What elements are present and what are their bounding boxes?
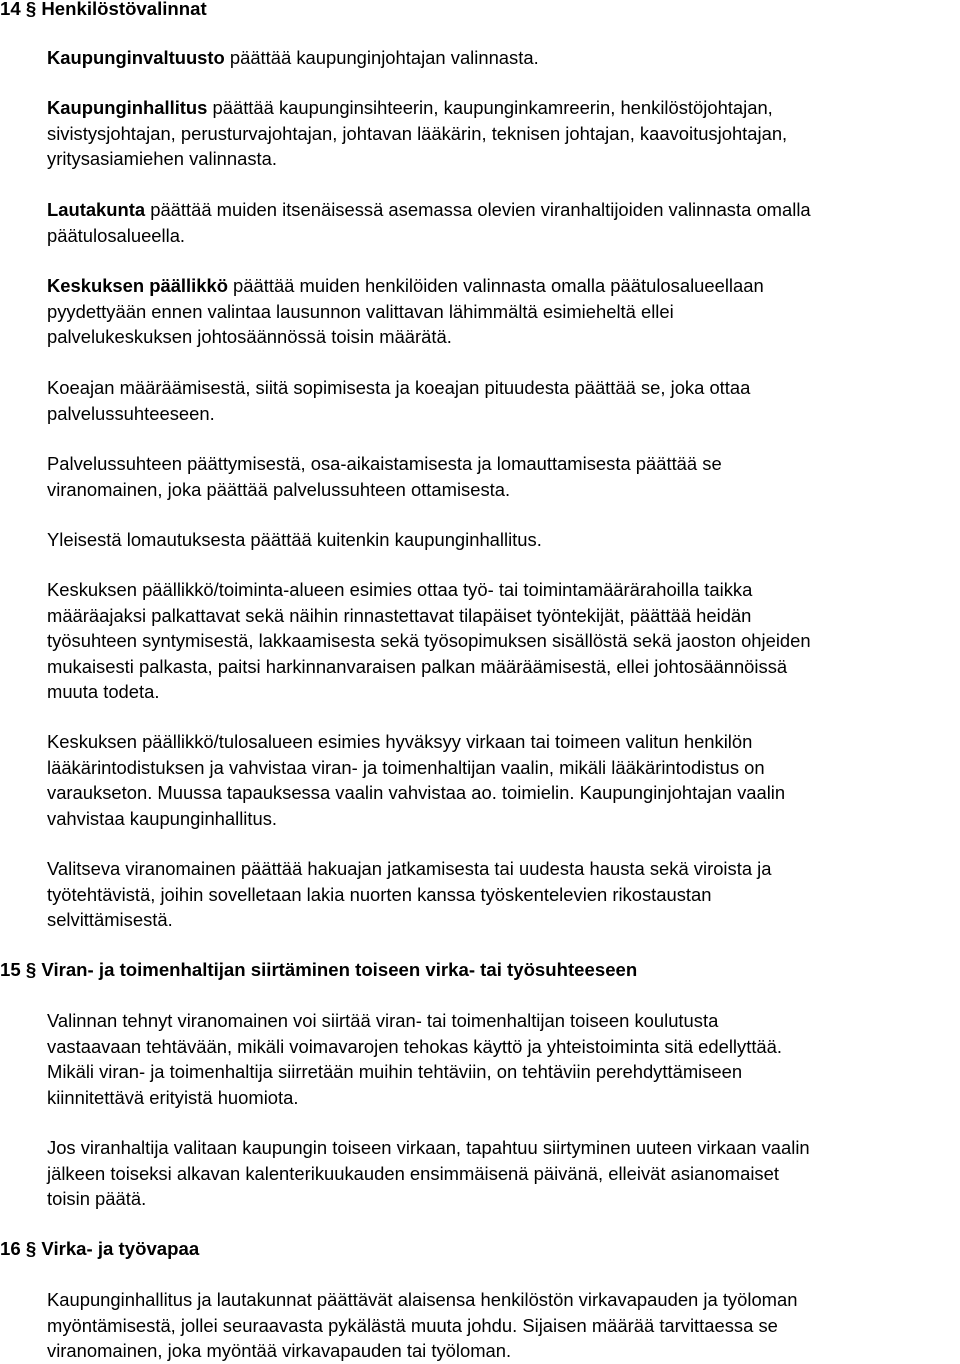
text-line: Keskuksen päällikkö päättää muiden henkilöiden valinnasta omalla päätulosalueellaan <box>47 275 764 296</box>
text-line: kiinnitettävä erityistä huomiota. <box>47 1086 299 1108</box>
section-number: 15 <box>0 959 21 980</box>
section-symbol: § <box>25 959 37 980</box>
text-line: Lautakunta päättää muiden itsenäisessä asemassa olevien viranhaltijoiden valinnasta omalla <box>47 199 811 220</box>
section-15-heading <box>0 958 637 982</box>
section-number: 14 <box>0 0 21 19</box>
text-line: vahvistaa kaupunginhallitus. <box>47 807 278 829</box>
text-line: Kaupunginhallitus ja lautakunnat päättävät alaisensa henkilöstön virkavapauden ja työloman <box>47 1289 798 1310</box>
text-line: Mikäli viran- ja toimenhaltija siirretään muihin tehtäviin, on tehtäviin perehdyttämiseen <box>47 1061 743 1083</box>
text-line: pyydettyään ennen valintaa lausunnon valittavan lähimmältä esimieheltä ellei <box>47 300 674 322</box>
text-line: työsuhteen syntymisestä, lakkaamisesta sekä työsopimuksen sisällöstä sekä jaoston ohjeiden <box>47 630 811 652</box>
text-line: varaukseton. Muussa tapauksessa vaalin vahvistaa ao. toimielin. Kaupunginjohtajan vaalin <box>47 782 786 804</box>
text-line: myöntämisestä, jollei seuraavasta pykälästä muuta johdu. Sijaisen määrää tarvittaessa se <box>47 1314 778 1336</box>
text-line: viranomainen, joka myöntää virkavapauden tai työloman. <box>47 1340 512 1362</box>
text-line: Kaupunginhallitus päättää kaupunginsihteerin, kaupunginkamreerin, henkilöstöjohtajan, <box>47 97 773 118</box>
paragraph <box>47 197 960 248</box>
text-line: mukaisesti palkasta, paitsi harkinnanvaraisen palkan määräämisestä, ellei johtosäännöissä <box>47 655 788 677</box>
text-line: Valinnan tehnyt viranomainen voi siirtää viran- tai toimenhaltijan toiseen koulutusta <box>47 1010 719 1031</box>
section-14-heading <box>0 0 207 21</box>
text-line: päätulosalueella. <box>47 224 186 246</box>
text-line: palvelukeskuksen johtosäännössä toisin määrätä. <box>47 326 452 348</box>
paragraph <box>47 577 960 705</box>
text-line: vastaavaan tehtävään, mikäli voimavarojen tehokas käyttö ja yhteistoiminta sitä edellyttää. <box>47 1035 782 1057</box>
text-line: selvittämisestä. <box>47 909 173 931</box>
text-line: Jos viranhaltija valitaan kaupungin toiseen virkaan, tapahtuu siirtyminen uuteen virkaan vaalin <box>47 1137 810 1158</box>
section-title: Virka- ja työvapaa <box>41 1238 200 1259</box>
paragraph <box>47 1135 960 1212</box>
text-line: määräajaksi palkattavat sekä näihin rinnastettavat tilapäiset työntekijät, päättää heidän <box>47 604 752 626</box>
section-title: Viran- ja toimenhaltijan siirtäminen toiseen virka- tai työsuhteeseen <box>41 959 638 980</box>
paragraph <box>47 527 960 553</box>
text-line: Keskuksen päällikkö/tulosalueen esimies hyväksyy virkaan tai toimeen valitun henkilön <box>47 731 753 752</box>
text-line: toisin päätä. <box>47 1188 147 1210</box>
paragraph <box>47 729 960 831</box>
paragraph <box>47 45 960 71</box>
text-line: Koeajan määräämisestä, siitä sopimisesta ja koeajan pituudesta päättää se, joka ottaa <box>47 377 751 398</box>
text-line: viranomainen, joka päättää palvelussuhteen ottamisesta. <box>47 478 511 500</box>
text-line: Yleisestä lomautuksesta päättää kuitenkin kaupunginhallitus. <box>47 529 542 550</box>
text-line: työtehtävistä, joihin sovelletaan lakia nuorten kanssa työskentelevien rikostaustan <box>47 883 712 905</box>
text-line: Palvelussuhteen päättymisestä, osa-aikaistamisesta ja lomauttamisesta päättää se <box>47 453 722 474</box>
section-number: 16 <box>0 1238 21 1259</box>
section-symbol: § <box>25 0 37 19</box>
paragraph <box>47 856 960 933</box>
paragraph <box>47 375 960 426</box>
text-line: jälkeen toiseksi alkavan kalenterikuukauden ensimmäisenä päivänä, elleivät asianomaiset <box>47 1162 779 1184</box>
section-title: Henkilöstövalinnat <box>41 0 207 19</box>
text-line: Valitseva viranomainen päättää hakuajan jatkamisesta tai uudesta hausta sekä viroista ja <box>47 858 772 879</box>
paragraph <box>47 273 960 350</box>
text-line: palvelussuhteeseen. <box>47 402 215 424</box>
section-16-heading <box>0 1237 199 1261</box>
paragraph <box>47 1287 960 1364</box>
text-line: sivistysjohtajan, perusturvajohtajan, johtavan lääkärin, teknisen johtajan, kaavoitusjohtajan, <box>47 122 788 144</box>
text-line: yritysasiamiehen valinnasta. <box>47 148 277 170</box>
paragraph <box>47 451 960 502</box>
paragraph <box>47 95 960 172</box>
section-symbol: § <box>25 1238 37 1259</box>
text-line: Keskuksen päällikkö/toiminta-alueen esimies ottaa työ- tai toimintamäärärahoilla taikka <box>47 579 753 600</box>
paragraph <box>47 1008 960 1110</box>
text-line: Kaupunginvaltuusto päättää kaupunginjohtajan valinnasta. <box>47 47 539 68</box>
text-line: lääkärintodistuksen ja vahvistaa viran- ja toimenhaltijan vaalin, mikäli lääkärintodistus on <box>47 756 765 778</box>
text-line: muuta todeta. <box>47 681 160 703</box>
